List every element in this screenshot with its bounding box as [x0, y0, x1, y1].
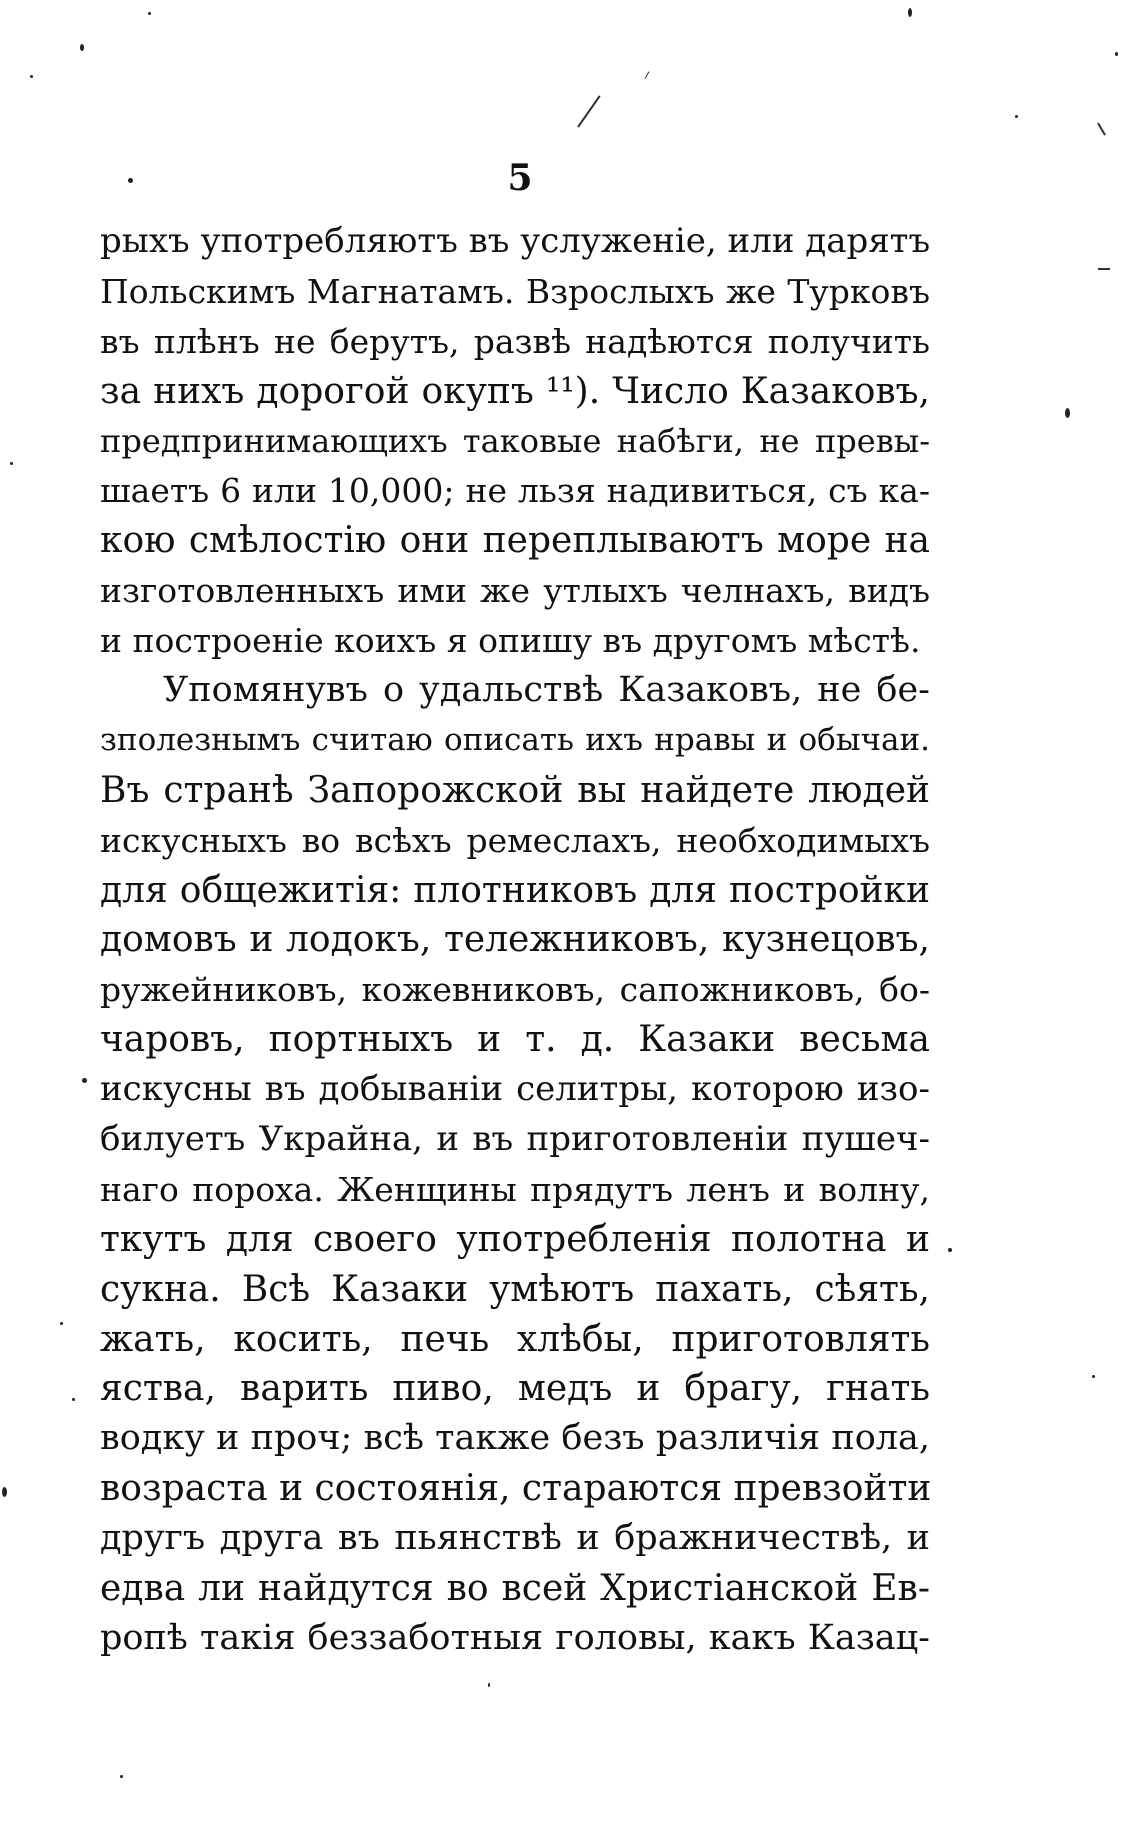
scan-speck: [1115, 52, 1118, 56]
text-line: яства, варить пиво, медъ и брагу, гнать: [100, 1368, 930, 1410]
text-line: домовъ и лодокъ, тележниковъ, кузнецовъ,: [100, 919, 930, 961]
scan-speck: [148, 12, 151, 15]
scan-speck: [1015, 115, 1018, 118]
text-line: и построеніе коихъ я опишу въ другомъ мѣстѣ.: [100, 621, 921, 661]
paragraph-start-line: Упомянувъ о удальствѣ Казаковъ, не бе-: [163, 670, 930, 711]
scan-speck: [948, 1248, 952, 1252]
text-line: шаетъ 6 или 10,000; не льзя надивиться, съ ка-: [100, 471, 930, 511]
scan-speck: [120, 1775, 123, 1778]
text-line: наго пороха. Женщины прядутъ ленъ и волну,: [100, 1169, 930, 1209]
scan-speck: [30, 75, 33, 78]
text-line: искусныхъ во всѣхъ ремеслахъ, необходимыхъ: [100, 820, 930, 860]
scan-speck: [488, 1683, 490, 1687]
text-line: другъ друга въ пьянствѣ и бражничествѣ, и: [100, 1518, 930, 1559]
text-line: возраста и состоянія, стараются превзойти: [100, 1468, 932, 1510]
text-line: жать, косить, печь хлѣбы, приготовлять: [100, 1318, 930, 1360]
text-line: искусны въ добываніи селитры, которою изо-: [100, 1069, 930, 1110]
text-line: кою смѣлостію они переплываютъ море на: [100, 520, 930, 562]
scan-speck: [2, 1487, 7, 1497]
scan-scratch: [1097, 123, 1106, 136]
text-line: предпринимающихъ таковые набѣги, не превы-: [100, 421, 930, 460]
scan-speck: [128, 178, 133, 183]
text-line: ропѣ такія беззаботныя головы, какъ Казац-: [100, 1617, 930, 1658]
scan-speck: [908, 8, 912, 17]
scan-speck: [1092, 1375, 1095, 1378]
scan-speck: [10, 462, 13, 465]
text-line: едва ли найдутся во всей Христіанской Ев-: [100, 1568, 930, 1610]
text-line: въ плѣнъ не берутъ, развѣ надѣются получить: [100, 321, 930, 361]
scan-scratch: [645, 71, 650, 78]
text-line: чаровъ, портныхъ и т. д. Казаки весьма: [100, 1019, 930, 1061]
text-line: билуетъ Украйна, и въ приготовленіи пушеч-: [100, 1119, 930, 1160]
text-line: зполезнымъ считаю описать ихъ нравы и обычаи.: [100, 721, 930, 758]
text-line: ружейниковъ, кожевниковъ, сапожниковъ, бо-: [100, 970, 930, 1010]
page-number: 5: [507, 157, 533, 199]
body-text: [100, 217, 930, 1664]
text-line: для общежитія: плотниковъ для постройки: [100, 869, 930, 911]
text-line: Въ странѣ Запорожской вы найдете людей: [100, 769, 930, 811]
scan-speck: [60, 1322, 63, 1325]
scan-speck: [82, 1078, 87, 1083]
scan-speck: [80, 44, 84, 51]
scan-scratch: [577, 95, 600, 127]
scan-scratch: [1098, 268, 1110, 270]
text-line: Польскимъ Магнатамъ. Взрослыхъ же Турковъ: [100, 271, 930, 311]
text-line: водку и проч; всѣ также безъ различія пола,: [100, 1418, 930, 1459]
text-line: рыхъ употребляютъ въ услуженіе, или дарятъ: [100, 221, 931, 261]
text-line: изготовленныхъ ими же утлыхъ челнахъ, видъ: [100, 571, 930, 611]
text-line: за нихъ дорогой окупъ ¹¹). Число Казаковъ,: [100, 370, 930, 412]
scan-speck: [72, 1398, 75, 1401]
text-line: ткутъ для своего употребленія полотна и: [100, 1218, 930, 1260]
scan-speck: [1065, 408, 1070, 418]
text-line: сукна. Всѣ Казаки умѣютъ пахать, сѣять,: [100, 1268, 930, 1310]
